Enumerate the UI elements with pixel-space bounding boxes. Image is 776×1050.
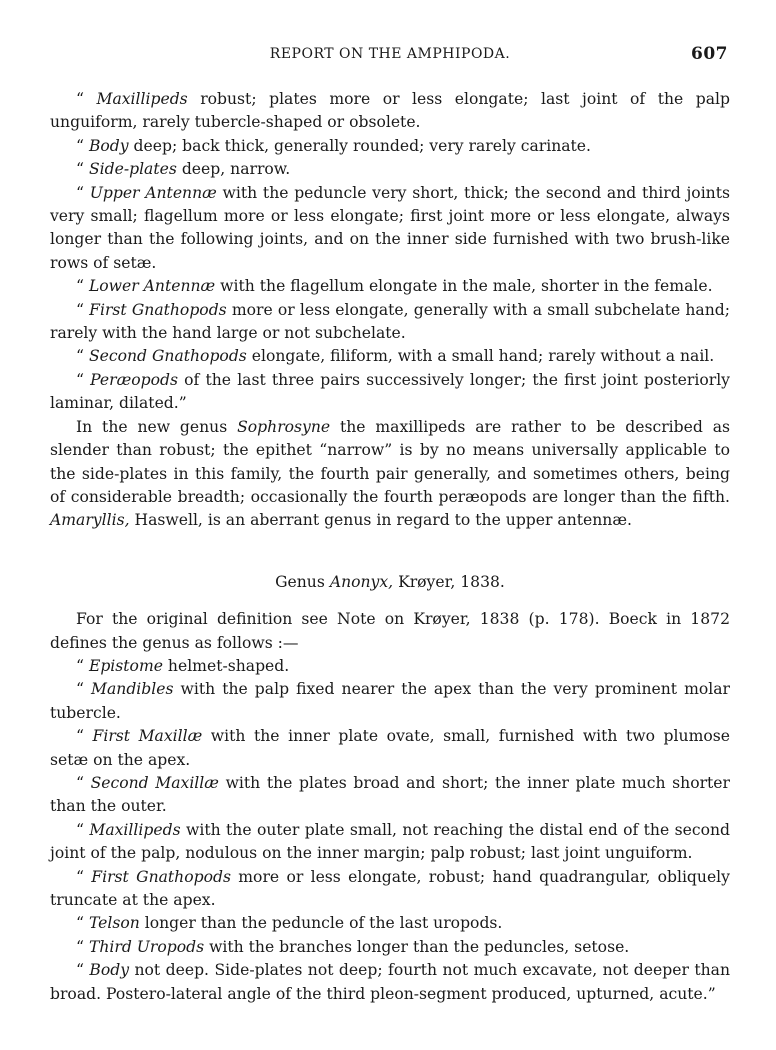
paragraph-remark: In the new genus Sophrosyne the maxillipeds are rather to be described as slender than robust; the epithet “narrow” is by no means universally applicable to the side-plates in this family, the fourth pair generally, and sometimes others, being of considerable breadth; occasionally the fourth peræopods are longer than the fifth. Amaryllis, Haswell, is an aberrant genus in regard to the upper antennæ. xyxy=(50,417,730,530)
paragraph-third-uropods: “ Third Uropods with the branches longer than the peduncles, setose. xyxy=(76,937,630,956)
paragraph-second-maxillae: “ Second Maxillæ with the plates broad and short; the inner plate much shorter than the outer. xyxy=(50,773,730,816)
page-number: 607 xyxy=(691,44,728,64)
running-head xyxy=(50,44,730,68)
paragraph-maxillipeds: “ Maxillipeds robust; plates more or less elongate; last joint of the palp unguiform, rarely tubercle-shaped or obsolete. xyxy=(50,90,730,132)
paragraph-telson: “ Telson longer than the peduncle of the last uropods. xyxy=(76,914,503,933)
paragraph-lower-antennae: “ Lower Antennæ with the flagellum elongate in the male, shorter in the female. xyxy=(76,277,713,296)
paragraph-peraeopods: “ Peræopods of the last three pairs successively longer; the first joint posteriorly laminar, dilated.” xyxy=(50,370,730,413)
body-text xyxy=(50,88,730,1006)
paragraph-upper-antennae: “ Upper Antennæ with the peduncle very short, thick; the second and third joints very small; flagellum more or less elongate; first joint more or less elongate, always longer than the following joints, and on the inner side furnished with two brush-like rows of setæ. xyxy=(50,183,730,272)
paragraph-mandibles: “ Mandibles with the palp fixed nearer the apex than the very prominent molar tubercle. xyxy=(50,680,730,722)
paragraph-first-gnathopods: “ First Gnathopods more or less elongate, generally with a small subchelate hand; rarely with the hand large or not subchelate. xyxy=(50,300,730,343)
paragraph-first-maxillae: “ First Maxillæ with the inner plate ovate, small, furnished with two plumose setæ on the apex. xyxy=(50,727,730,769)
paragraph-body: “ Body deep; back thick, generally rounded; very rarely carinate. xyxy=(76,136,591,155)
running-title: REPORT ON THE AMPHIPODA. xyxy=(269,46,511,62)
paragraph-first-gnathopods-2: “ First Gnathopods more or less elongate, robust; hand quadrangular, obliquely truncate at the apex. xyxy=(50,867,730,909)
paragraph-second-gnathopods: “ Second Gnathopods elongate, filiform, with a small hand; rarely without a nail. xyxy=(76,347,715,366)
genus-heading: Genus Anonyx, Krøyer, 1838. xyxy=(275,572,505,591)
paragraph-maxillipeds-2: “ Maxillipeds with the outer plate small, not reaching the distal end of the second joint of the palp, nodulous on the inner margin; palp robust; last joint unguiform. xyxy=(50,820,730,863)
paragraph-body-2: “ Body not deep. Side-plates not deep; fourth not much excavate, not deeper than broad. Postero-lateral angle of the third pleon-segment produced, upturned, acute.” xyxy=(50,961,730,1003)
paragraph-side-plates: “ Side-plates deep, narrow. xyxy=(76,160,291,179)
paragraph-epistome: “ Epistome helmet-shaped. xyxy=(76,656,290,675)
paragraph-intro: For the original definition see Note on Krøyer, 1838 (p. 178). Boeck in 1872 defines the genus as follows :— xyxy=(50,610,730,652)
